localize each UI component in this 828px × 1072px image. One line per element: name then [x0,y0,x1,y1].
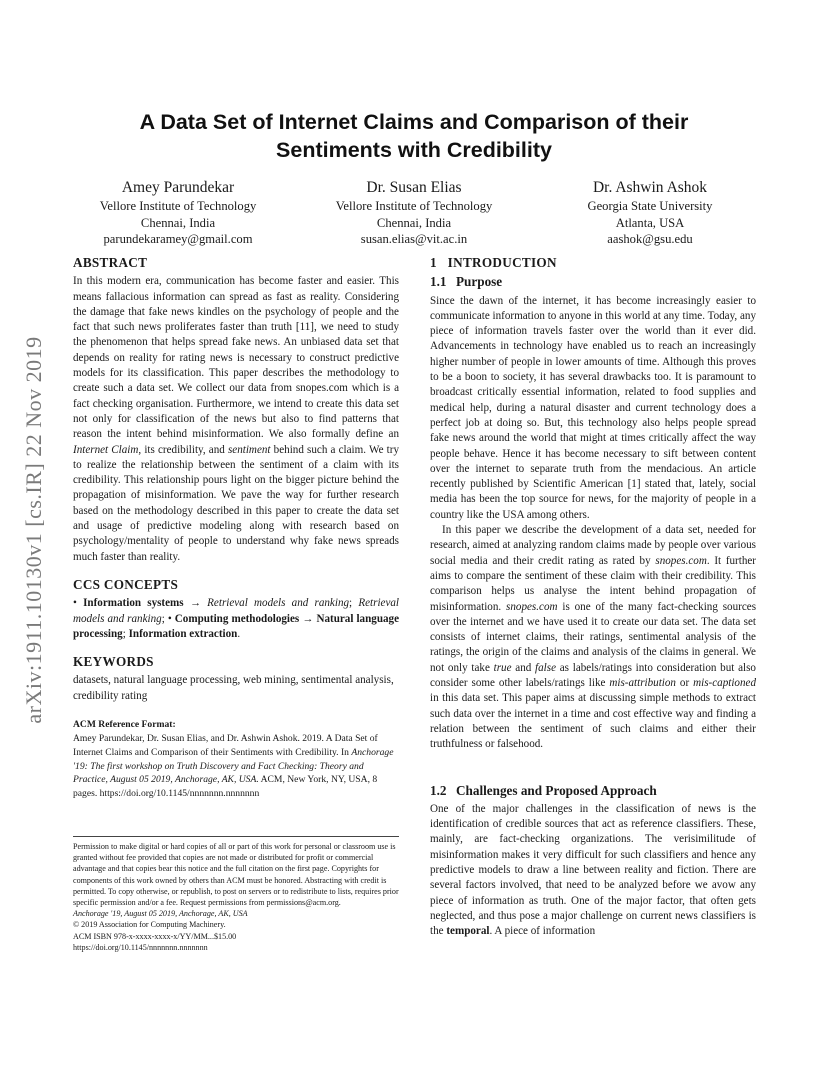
title-line-1: A Data Set of Internet Claims and Comparison of their [139,110,689,134]
permission-footnote [73,836,399,953]
ccs-heading: CCS CONCEPTS [73,576,179,592]
intro-paragraph-2: In this paper we describe the development of a data set, needed for research, aimed at analyzing random claims made by people over various social media and their credit rating as rated by snopes.com. It further aims to compare the sentiment of these claim with their credibility. This comparison helps us analyse the intent behind propagation of misinformation. snopes.com is one of the many fact-checking sources over the internet and we have used it to create our data set. The data set consists of internet claims, their ratings, sentimental analysis of the ratings, the origin of the claims and analysis of the claims in general. We not only take true and false as labels/ratings into consideration but also consider some other labels/ratings like mis-attribution or mis-captioned in this data set. This paper aims at discussing simple methods to extract such data over the internet in a time and cost effective way and finding a relation between the sentiment of such claims and either their truthfulness or falsehood. [430,524,757,751]
ccs-concepts: • Information systems → Retrieval models and ranking; Retrieval models and ranking; • Computing methodologies → Natural language processing; Information extraction. [73,597,400,640]
abstract-text: In this modern era, communication has become faster and easier. This means fallacious information can spread as fast as reality. Considering the damage that fake news kindles on the psychology of people and the fact that such news proliferates faster than truth [11], we need to study the phenomenon that helps spread fake news. An unbiased data set that depends on reality for rating news is necessary to construct predictive models for its classification. This paper describes the methodology to create such a data set. We collect our data from snopes.com which is a fact checking organisation. Furthermore, we intend to create this data set not only for classification of the news but also to find patterns that reason the intent behind misinformation. We also formally define an Internet Claim, its credibility, and sentiment behind such a claim. We try to realize the relationship between the sentiment of a claim with its credibility. This relationship pours light on the bigger picture behind the propagation of misinformation. We pave the way for further research based on the methodology described in this paper to create the data set and usage of predictive modeling along with research based on psychology/mentality of people to understand why fake news spreads much faster than reality. [73,275,399,563]
author-2 [296,178,532,248]
footnote-copyright: © 2019 Association for Computing Machinery. [73,920,226,930]
intro-paragraph-1: Since the dawn of the internet, it has become increasingly easier to communicate information to anyone in this world at any time. Today, any piece of information travels faster over the world than it ever did. Advancements in technology have enabled us to reach an increasingly higher number of people in lower amounts of time. Although this proves to be a boon to society, it has several drawbacks too. It is paramount to broadcast critically essential information, related to food supplies and medical help, during a natural disaster and current technology does a perfect job at doing so. But, this technology also helps people spread fake news around the world that might at times critically affect the way people behave. Hence it has become necessary to sift between content over the internet to separate truth from the mendacious. An article recently published by Scientific American [1] stated that, lately, social media has been the top source for news, for the majority of people in a country like the USA among others. [430,294,756,521]
author-name: Amey Parundekar [121,179,235,196]
arxiv-identifier: arXiv:1911.10130v1 [cs.IR] 22 Nov 2019 [21,336,46,724]
acm-reference-heading: ACM Reference Format: [73,719,176,731]
challenges-paragraph: One of the major challenges in the classification of news is the identification of credible sources that act as reference classifiers. These, mainly, are fact-checking organizations. The verisimilitude of misinformation makes it very difficult for such classifiers and hence any predictive models to draw a line between reality and fiction. There are several factors involved, that need to be analyzed before we avow any piece of information as truth. One of the major factor, that often gets neglected, and thus pose a major challenge on current news classifiers is the temporal. A piece of information [430,802,756,938]
author-email[interactable]: aashok@gsu.edu [607,232,693,246]
author-3 [532,178,768,248]
right-column [430,255,756,939]
permission-text: Permission to make digital or hard copies of all or part of this work for personal or classroom use is granted without fee provided that copies are not made or distributed for profit or commercial advantage and that copies bear this notice and the full citation on the first page. Copyrights for components of this work owned by others than ACM must be honored. Abstracting with credit is permitted. To copy otherwise, or republish, to post on servers or to redistribute to lists, requires prior specific permission and/or a fee. Request permissions from permissions@acm.org. [73,842,399,908]
author-name: Dr. Susan Elias [366,179,462,196]
author-email[interactable]: susan.elias@vit.ac.in [360,232,468,246]
left-column [73,255,399,800]
title-line-2: Sentiments with Credibility [276,138,552,162]
footnote-venue: Anchorage '19, August 05 2019, Anchorage, AK, USA [73,909,248,919]
acm-reference-text: Amey Parundekar, Dr. Susan Elias, and Dr. Ashwin Ashok. 2019. A Data Set of Internet Claims and Comparison of their Sentiments with Credibility. In Anchorage '19: The first workshop on Truth Discovery and Fact Checking: Theory and Practice, August 05 2019, Anchorage, AK, USA. ACM, New York, NY, USA, 8 pages. https://doi.org/10.1145/nnnnnnn.nnnnnnn [73,733,394,799]
author-affiliation: Vellore Institute of Technology [99,199,257,213]
introduction-heading: 1 INTRODUCTION [430,255,557,270]
author-affiliation: Vellore Institute of Technology [335,199,493,213]
keywords-text: datasets, natural language processing, web mining, sentimental analysis, credibility rating [73,674,394,702]
author-1 [60,178,296,248]
purpose-subheading: 1.1 Purpose [430,274,503,290]
author-location: Chennai, India [376,215,452,230]
abstract-heading: ABSTRACT [73,255,148,270]
challenges-subheading: 1.2 Challenges and Proposed Approach [430,782,657,798]
author-location: Chennai, India [140,215,216,230]
author-affiliation: Georgia State University [587,199,713,213]
author-name: Dr. Ashwin Ashok [592,179,708,196]
author-location: Atlanta, USA [615,215,685,230]
author-email[interactable]: parundekaramey@gmail.com [103,232,253,246]
arxiv-sidebar-stamp [14,290,54,770]
keywords-heading: KEYWORDS [73,654,154,670]
footnote-isbn: ACM ISBN 978-x-xxxx-xxxx-x/YY/MM...$15.00 [73,931,237,941]
section-spacer [430,753,756,783]
paper-title [90,108,738,164]
footnote-doi[interactable]: https://doi.org/10.1145/nnnnnnn.nnnnnnn [73,942,208,952]
